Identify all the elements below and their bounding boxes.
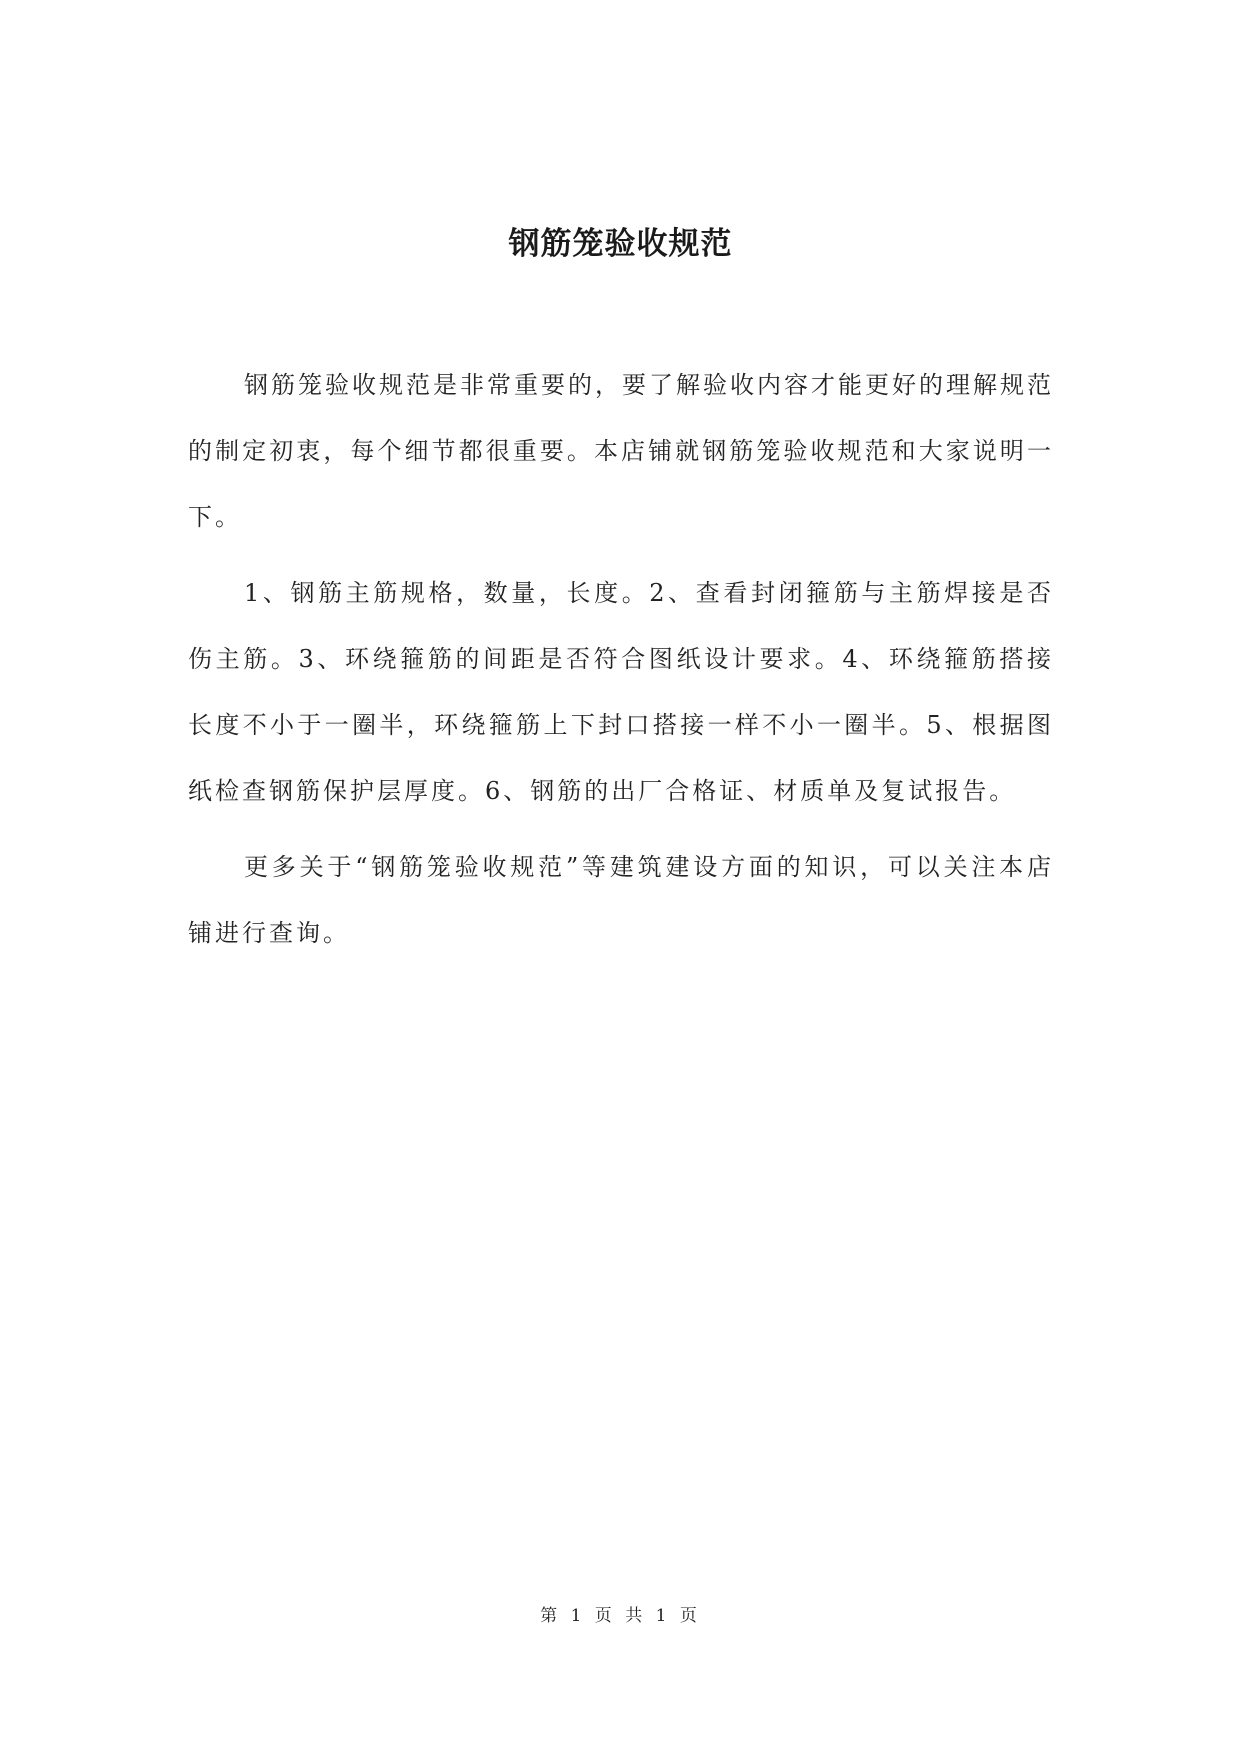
paragraph-intro: 钢筋笼验收规范是非常重要的，要了解验收内容才能更好的理解规范的制定初衷，每个细节都很重要。本店铺就钢筋笼验收规范和大家说明一下。 [188, 371, 1054, 531]
paragraph-closing: 更多关于“钢筋笼验收规范”等建筑建设方面的知识，可以关注本店铺进行查询。 [188, 853, 1054, 947]
page-number-footer: 第 1 页 共 1 页 [540, 1606, 701, 1626]
document-title: 钢筋笼验收规范 [508, 226, 733, 262]
paragraph-checklist: 1、钢筋主筋规格，数量，长度。2、查看封闭箍筋与主筋焊接是否伤主筋。3、环绕箍筋的间距是否符合图纸设计要求。4、环绕箍筋搭接长度不小于一圈半，环绕箍筋上下封口搭接一样不小一圈半。5、根据图纸检查钢筋保护层厚度。6、钢筋的出厂合格证、材质单及复试报告。 [188, 579, 1054, 805]
document-body [188, 352, 1054, 976]
